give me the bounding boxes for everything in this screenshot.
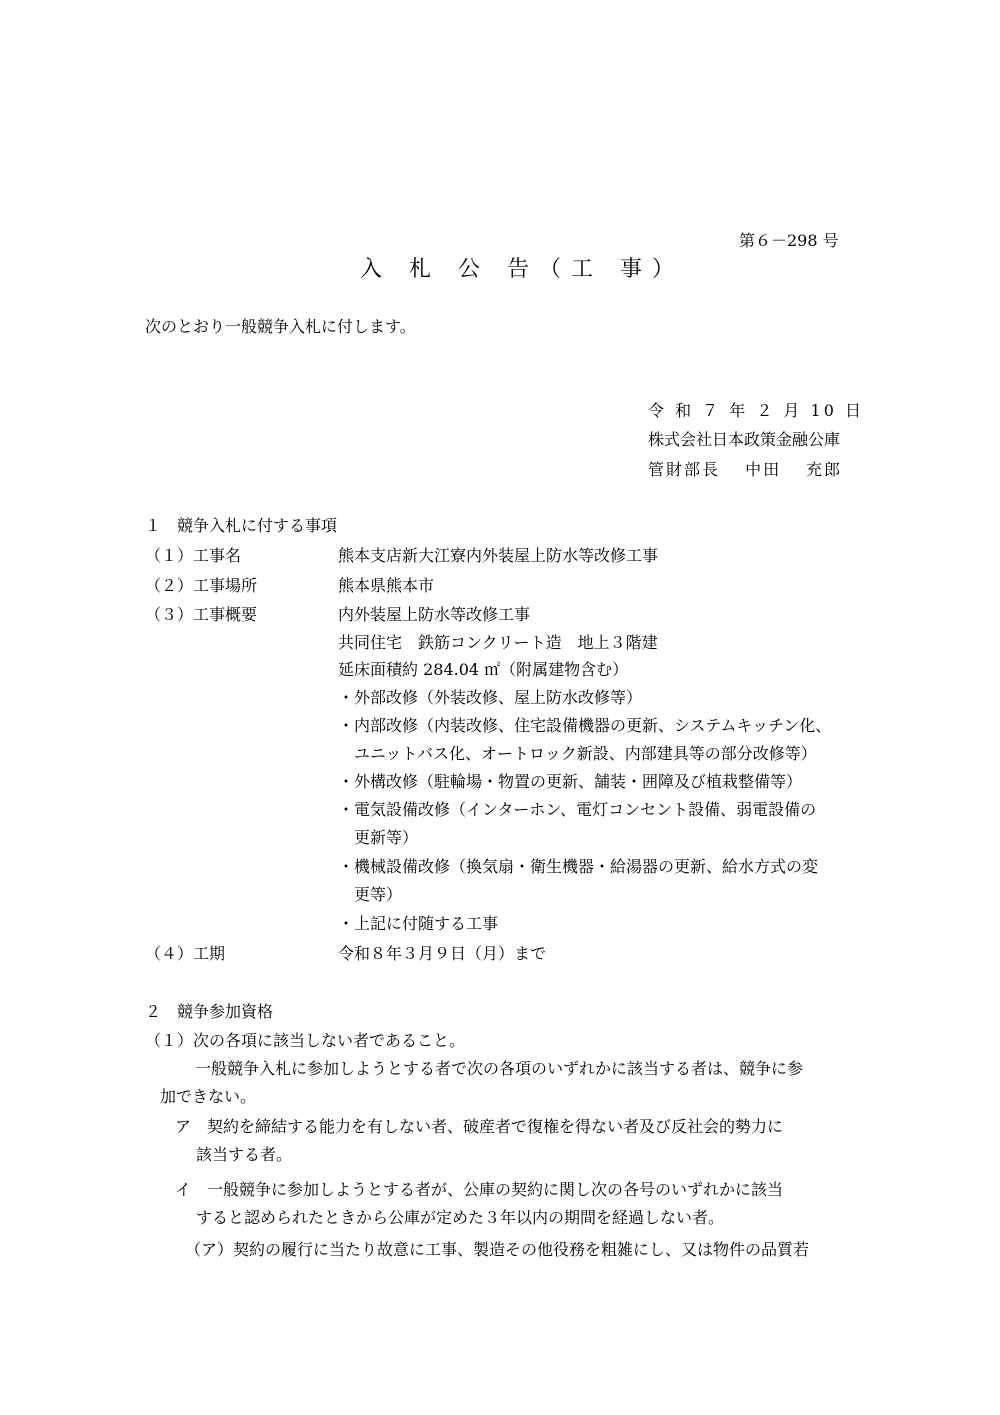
section2-item-i-line: すると認められたときから公庫が定めた３年以内の期間を経過しない者。: [196, 1208, 725, 1227]
section2-item-a-line: ア 契約を締結する能力を有しない者、破産者で復権を得ない者及び反社会的勢力に: [175, 1117, 784, 1136]
section2-item-a-line: 該当する者。: [196, 1145, 293, 1164]
item-value-construction-name: 熊本支店新大江寮内外装屋上防水等改修工事: [338, 546, 659, 565]
intro-text: 次のとおり一般競争入札に付します。: [145, 317, 416, 336]
overview-line: ・機械設備改修（換気扇・衛生機器・給湯器の更新、給水方式の変: [338, 857, 819, 876]
section2-sub1: （１）次の各項に該当しない者であること。: [145, 1031, 466, 1050]
overview-line: 共同住宅 鉄筋コンクリート造 地上３階建: [338, 633, 658, 652]
item-label-overview: （３）工事概要: [145, 605, 258, 624]
section2-paragraph-line: 加できない。: [160, 1087, 257, 1106]
signature-organization: 株式会社日本政策金融公庫: [648, 430, 841, 449]
overview-line: ・外構改修（駐輪場・物置の更新、舗装・囲障及び植栽整備等）: [338, 772, 803, 791]
signature-name: 管財部長 中田 充郎: [648, 460, 843, 479]
signature-date: 令 和 ７ 年 ２ 月 10 日: [648, 401, 864, 420]
section1-heading: １ 競争入札に付する事項: [145, 516, 338, 535]
section2-item-i-line: イ 一般競争に参加しようとする者が、公庫の契約に関し次の各号のいずれかに該当: [175, 1180, 784, 1199]
overview-line: ・外部改修（外装改修、屋上防水改修等）: [338, 688, 643, 707]
overview-line: 更等）: [338, 885, 403, 904]
overview-line: 延床面積約 284.04 ㎡（附属建物含む）: [338, 660, 629, 679]
overview-line: ・内部改修（内装改修、住宅設備機器の更新、システムキッチン化、: [338, 716, 832, 735]
item-value-period: 令和８年３月９日（月）まで: [338, 944, 547, 963]
document-number: 第６－298 号: [739, 231, 839, 250]
item-label-period: （４）工期: [145, 944, 226, 963]
overview-line: ユニットバス化、オートロック新設、内部建具等の部分改修等）: [338, 744, 817, 763]
item-value-location: 熊本県熊本市: [338, 576, 435, 595]
section2-item-i-sub-line: （ア）契約の履行に当たり故意に工事、製造その他役務を粗雑にし、又は物件の品質若: [185, 1240, 810, 1259]
item-label-construction-name: （１）工事名: [145, 546, 242, 565]
overview-line: ・上記に付随する工事: [338, 914, 499, 933]
overview-line: ・電気設備改修（インターホン、電灯コンセント設備、弱電設備の: [338, 800, 817, 819]
section2-heading: ２ 競争参加資格: [145, 1002, 274, 1021]
document-title: 入 札 公 告（工 事）: [360, 257, 684, 282]
overview-line: 更新等）: [338, 828, 419, 847]
item-label-location: （２）工事場所: [145, 576, 258, 595]
section2-paragraph-line: 一般競争入札に参加しようとする者で次の各項のいずれかに該当する者は、競争に参: [195, 1059, 804, 1078]
item-value-overview: 内外装屋上防水等改修工事: [338, 605, 531, 624]
